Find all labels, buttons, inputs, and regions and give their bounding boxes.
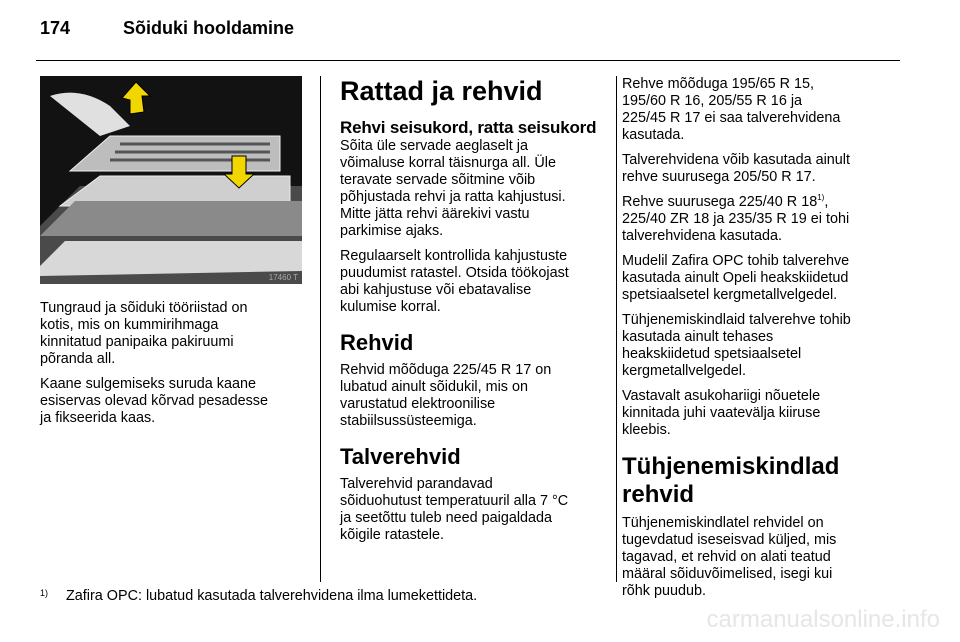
column-left — [40, 300, 302, 435]
paragraph: Vastavalt asukohariigi nõuetele kinnitada juhi vaatevälja kiiruse kleebis. — [622, 388, 821, 438]
paragraph: Talverehvid parandavad sõiduohutust temperatuuril alla 7 °C ja seetõttu tuleb need paigaldada kõigile ratastele. — [340, 476, 569, 543]
paragraph: Regulaarselt kontrollida kahjustuste puudumist ratastel. Otsida töökojast abi kahjustuse või ebatavalise kulumise korral. — [340, 248, 569, 315]
paragraph-with-footnote — [622, 194, 904, 245]
section-heading: Rattad ja rehvid — [340, 76, 543, 106]
footnote-text: Zafira OPC: lubatud kasutada talverehvidena ilma lumekettideta. — [66, 588, 478, 604]
paragraph: Mudelil Zafira OPC tohib talverehve kasutada ainult Opeli heakskiidetud spetsiaalsetel kergmetallvelgedel. — [622, 253, 850, 303]
subsection-heading-rehvid: Rehvid — [340, 330, 414, 355]
paragraph: Kaane sulgemiseks suruda kaane esiservas olevad kõrvad pesadesse ja fikseerida kaas. — [40, 376, 268, 426]
paragraph: Rehvid mõõduga 225/45 R 17 on lubatud ainult sõidukil, mis on varustatud elektroonilise stabiilsussüsteemiga. — [340, 362, 552, 429]
page-title: Sõiduki hooldamine — [123, 18, 295, 38]
paragraph: Tühjenemiskindlatel rehvidel on tugevdatud iseseisvad küljed, mis tagavad, et rehvid on alati teatud määral sõiduvõimelised, isegi kui rõhk puudub. — [622, 515, 837, 599]
page-number: 174 — [40, 18, 71, 38]
subsection-heading: Rehvi seisukord, ratta seisukord — [340, 118, 597, 137]
column-divider — [320, 76, 321, 582]
trunk-floor-drawing — [40, 76, 302, 284]
subsection-heading-runflat: Tühjenemiskindlad rehvid — [622, 453, 840, 508]
watermark: carmanualsonline.info — [706, 606, 940, 633]
footnote-ref: 1) — [817, 193, 825, 202]
column-divider — [616, 76, 617, 582]
footnote-mark: 1) — [40, 588, 49, 598]
paragraph: Tungraud ja sõiduki tööriistad on kotis, mis on kummirihmaga kinnitatud panipaika pakiruumi põranda all. — [40, 300, 248, 367]
text-run: , 225/40 ZR 18 ja 235/35 R 19 ei tohi talverehvidena kasutada. — [622, 194, 850, 244]
subsection-heading-talverehvid: Talverehvid — [340, 444, 461, 469]
column-right — [622, 76, 904, 608]
paragraph: Rehve mõõduga 195/65 R 15, 195/60 R 16, 205/55 R 16 ja 225/45 R 17 ei saa talverehvidena kasutada. — [622, 76, 841, 143]
text-run: Rehve suurusega 225/40 R 18 — [622, 194, 818, 210]
header-rule — [36, 60, 900, 61]
trunk-floor-illustration — [40, 76, 302, 284]
column-middle — [340, 76, 610, 552]
paragraph: Tühjenemiskindlaid talverehve tohib kasutada ainult tehases heakskiidetud spetsiaalsetel kergmetallvelgedel. — [622, 312, 851, 379]
paragraph: Sõita üle servade aeglaselt ja võimaluse korral täisnurga all. Üle teravate servade sõitmine võib põhjustada rehvi ja ratta kahjustusi. Mitte jätta rehvi äärekivi vastu parkimise ajaks. — [340, 138, 566, 239]
paragraph: Talverehvidena võib kasutada ainult rehve suurusega 205/50 R 17. — [622, 152, 851, 185]
figure-tag: 17460 T — [268, 273, 298, 282]
footnote — [40, 588, 477, 604]
page-header — [40, 18, 294, 39]
